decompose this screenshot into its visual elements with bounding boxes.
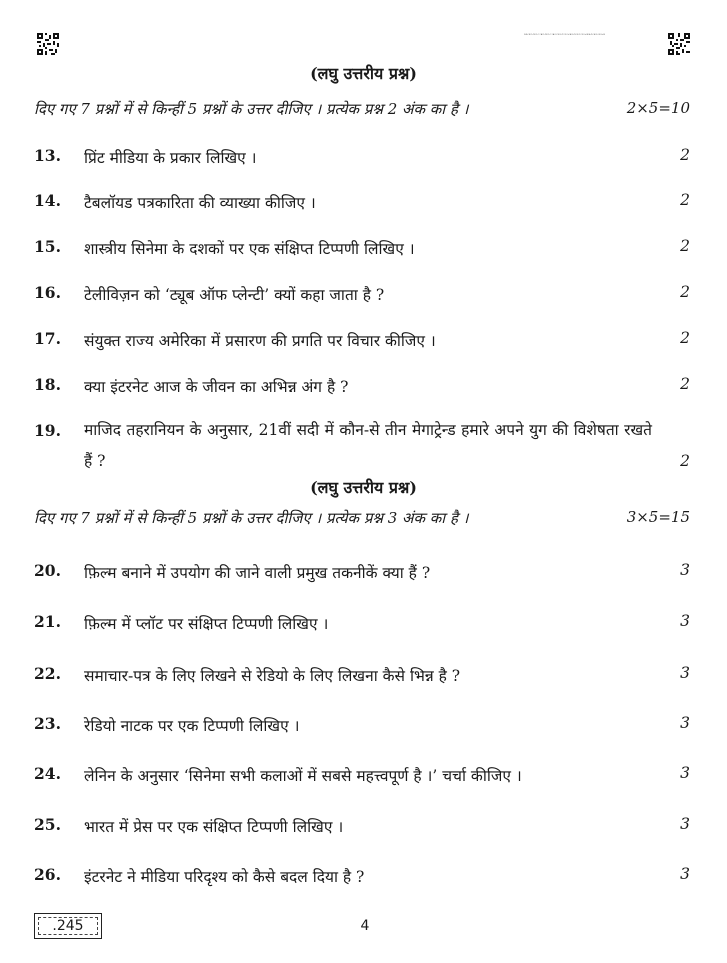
question-text: फ़िल्म बनाने में उपयोग की जाने वाली प्रमुख तकनीकें क्या हैं ? bbox=[84, 564, 431, 582]
section1-instruction: दिए गए 7 प्रश्नों में से किन्हीं 5 प्रश्नों के उत्तर दीजिए । प्रत्येक प्रश्न 2 अंक का है । bbox=[34, 100, 469, 118]
question-text: क्या इंटरनेट आज के जीवन का अभिन्न अंग है ? bbox=[84, 378, 349, 396]
question-marks: 2 bbox=[680, 146, 690, 164]
qr-code-left-icon bbox=[37, 33, 59, 55]
paper-code-box bbox=[34, 913, 102, 939]
question-23 bbox=[34, 714, 690, 738]
question-number: 22. bbox=[34, 664, 61, 683]
question-21 bbox=[34, 612, 690, 636]
question-24 bbox=[34, 764, 690, 788]
question-marks: 2 bbox=[680, 191, 690, 209]
question-marks: 3 bbox=[680, 664, 690, 682]
question-text: समाचार-पत्र के लिए लिखने से रेडियो के लिए लिखना कैसे भिन्न है ? bbox=[84, 667, 461, 685]
question-number: 26. bbox=[34, 865, 61, 884]
question-marks: 2 bbox=[680, 329, 690, 347]
question-number: 16. bbox=[34, 283, 61, 302]
question-text: टेलीविज़न को ‘ट्यूब ऑफ प्लेन्टी’ क्यों कहा जाता है ? bbox=[84, 286, 385, 304]
question-marks: 2 bbox=[680, 283, 690, 301]
section1-marks-formula: 2×5=10 bbox=[626, 99, 690, 117]
question-16 bbox=[34, 283, 690, 307]
section1-instruction-row bbox=[34, 99, 690, 121]
question-20 bbox=[34, 561, 690, 585]
question-text: माजिद तहरानियन के अनुसार, 21वीं सदी में कौन-से तीन मेगाट्रेन्ड हमारे अपने युग की विशेषता रखते हैं ? bbox=[84, 421, 652, 470]
section2-instruction: दिए गए 7 प्रश्नों में से किन्हीं 5 प्रश्नों के उत्तर दीजिए । प्रत्येक प्रश्न 3 अंक का है । bbox=[34, 509, 469, 527]
question-text: शास्त्रीय सिनेमा के दशकों पर एक संक्षिप्त टिप्पणी लिखिए । bbox=[84, 240, 415, 258]
question-marks: 2 bbox=[680, 452, 690, 470]
question-marks: 3 bbox=[680, 612, 690, 630]
question-marks: 3 bbox=[680, 764, 690, 782]
section1-heading: (लघु उत्तरीय प्रश्न) bbox=[310, 64, 417, 83]
question-number: 19. bbox=[34, 421, 61, 440]
question-text: भारत में प्रेस पर एक संक्षिप्त टिप्पणी लिखिए । bbox=[84, 818, 344, 836]
section2-heading: (लघु उत्तरीय प्रश्न) bbox=[310, 478, 417, 497]
question-number: 25. bbox=[34, 815, 61, 834]
question-number: 14. bbox=[34, 191, 61, 210]
question-14 bbox=[34, 191, 690, 215]
question-25 bbox=[34, 815, 690, 839]
question-number: 17. bbox=[34, 329, 61, 348]
question-marks: 2 bbox=[680, 237, 690, 255]
question-text: संयुक्त राज्य अमेरिका में प्रसारण की प्रगति पर विचार कीजिए । bbox=[84, 332, 436, 350]
question-text: लेनिन के अनुसार ‘सिनेमा सभी कलाओं में सबसे महत्त्वपूर्ण है ।’ चर्चा कीजिए । bbox=[84, 767, 522, 785]
question-number: 13. bbox=[34, 146, 61, 165]
question-number: 20. bbox=[34, 561, 61, 580]
question-marks: 2 bbox=[680, 375, 690, 393]
question-marks: 3 bbox=[680, 714, 690, 732]
question-number: 24. bbox=[34, 764, 61, 783]
question-text: रेडियो नाटक पर एक टिप्पणी लिखिए । bbox=[84, 717, 300, 735]
question-text: टैबलॉयड पत्रकारिता की व्याख्या कीजिए । bbox=[84, 194, 316, 212]
question-number: 18. bbox=[34, 375, 61, 394]
paper-code: .245 bbox=[52, 918, 84, 934]
qr-code-right-icon bbox=[668, 33, 690, 55]
page-number: 4 bbox=[360, 918, 370, 934]
question-22 bbox=[34, 664, 690, 688]
section2-marks-formula: 3×5=15 bbox=[626, 508, 690, 526]
question-15 bbox=[34, 237, 690, 261]
question-marks: 3 bbox=[680, 561, 690, 579]
question-number: 15. bbox=[34, 237, 61, 256]
question-26 bbox=[34, 865, 690, 889]
question-number: 21. bbox=[34, 612, 61, 631]
barcode-text: 245/D/1/B/1/C/A/1/B/1/C/A/2/E/2/F/2/G/A/3/E/3/F/3/G/A/4/E/4/F/4/G/A bbox=[524, 34, 605, 36]
question-number: 23. bbox=[34, 714, 61, 733]
question-text: फ़िल्म में प्लॉट पर संक्षिप्त टिप्पणी लिखिए । bbox=[84, 615, 329, 633]
question-13 bbox=[34, 146, 690, 170]
question-19 bbox=[34, 421, 690, 479]
question-17 bbox=[34, 329, 690, 353]
question-text: प्रिंट मीडिया के प्रकार लिखिए । bbox=[84, 149, 257, 167]
question-marks: 3 bbox=[680, 865, 690, 883]
question-18 bbox=[34, 375, 690, 399]
question-text: इंटरनेट ने मीडिया परिदृश्य को कैसे बदल दिया है ? bbox=[84, 868, 365, 886]
section2-instruction-row bbox=[34, 508, 690, 530]
question-marks: 3 bbox=[680, 815, 690, 833]
